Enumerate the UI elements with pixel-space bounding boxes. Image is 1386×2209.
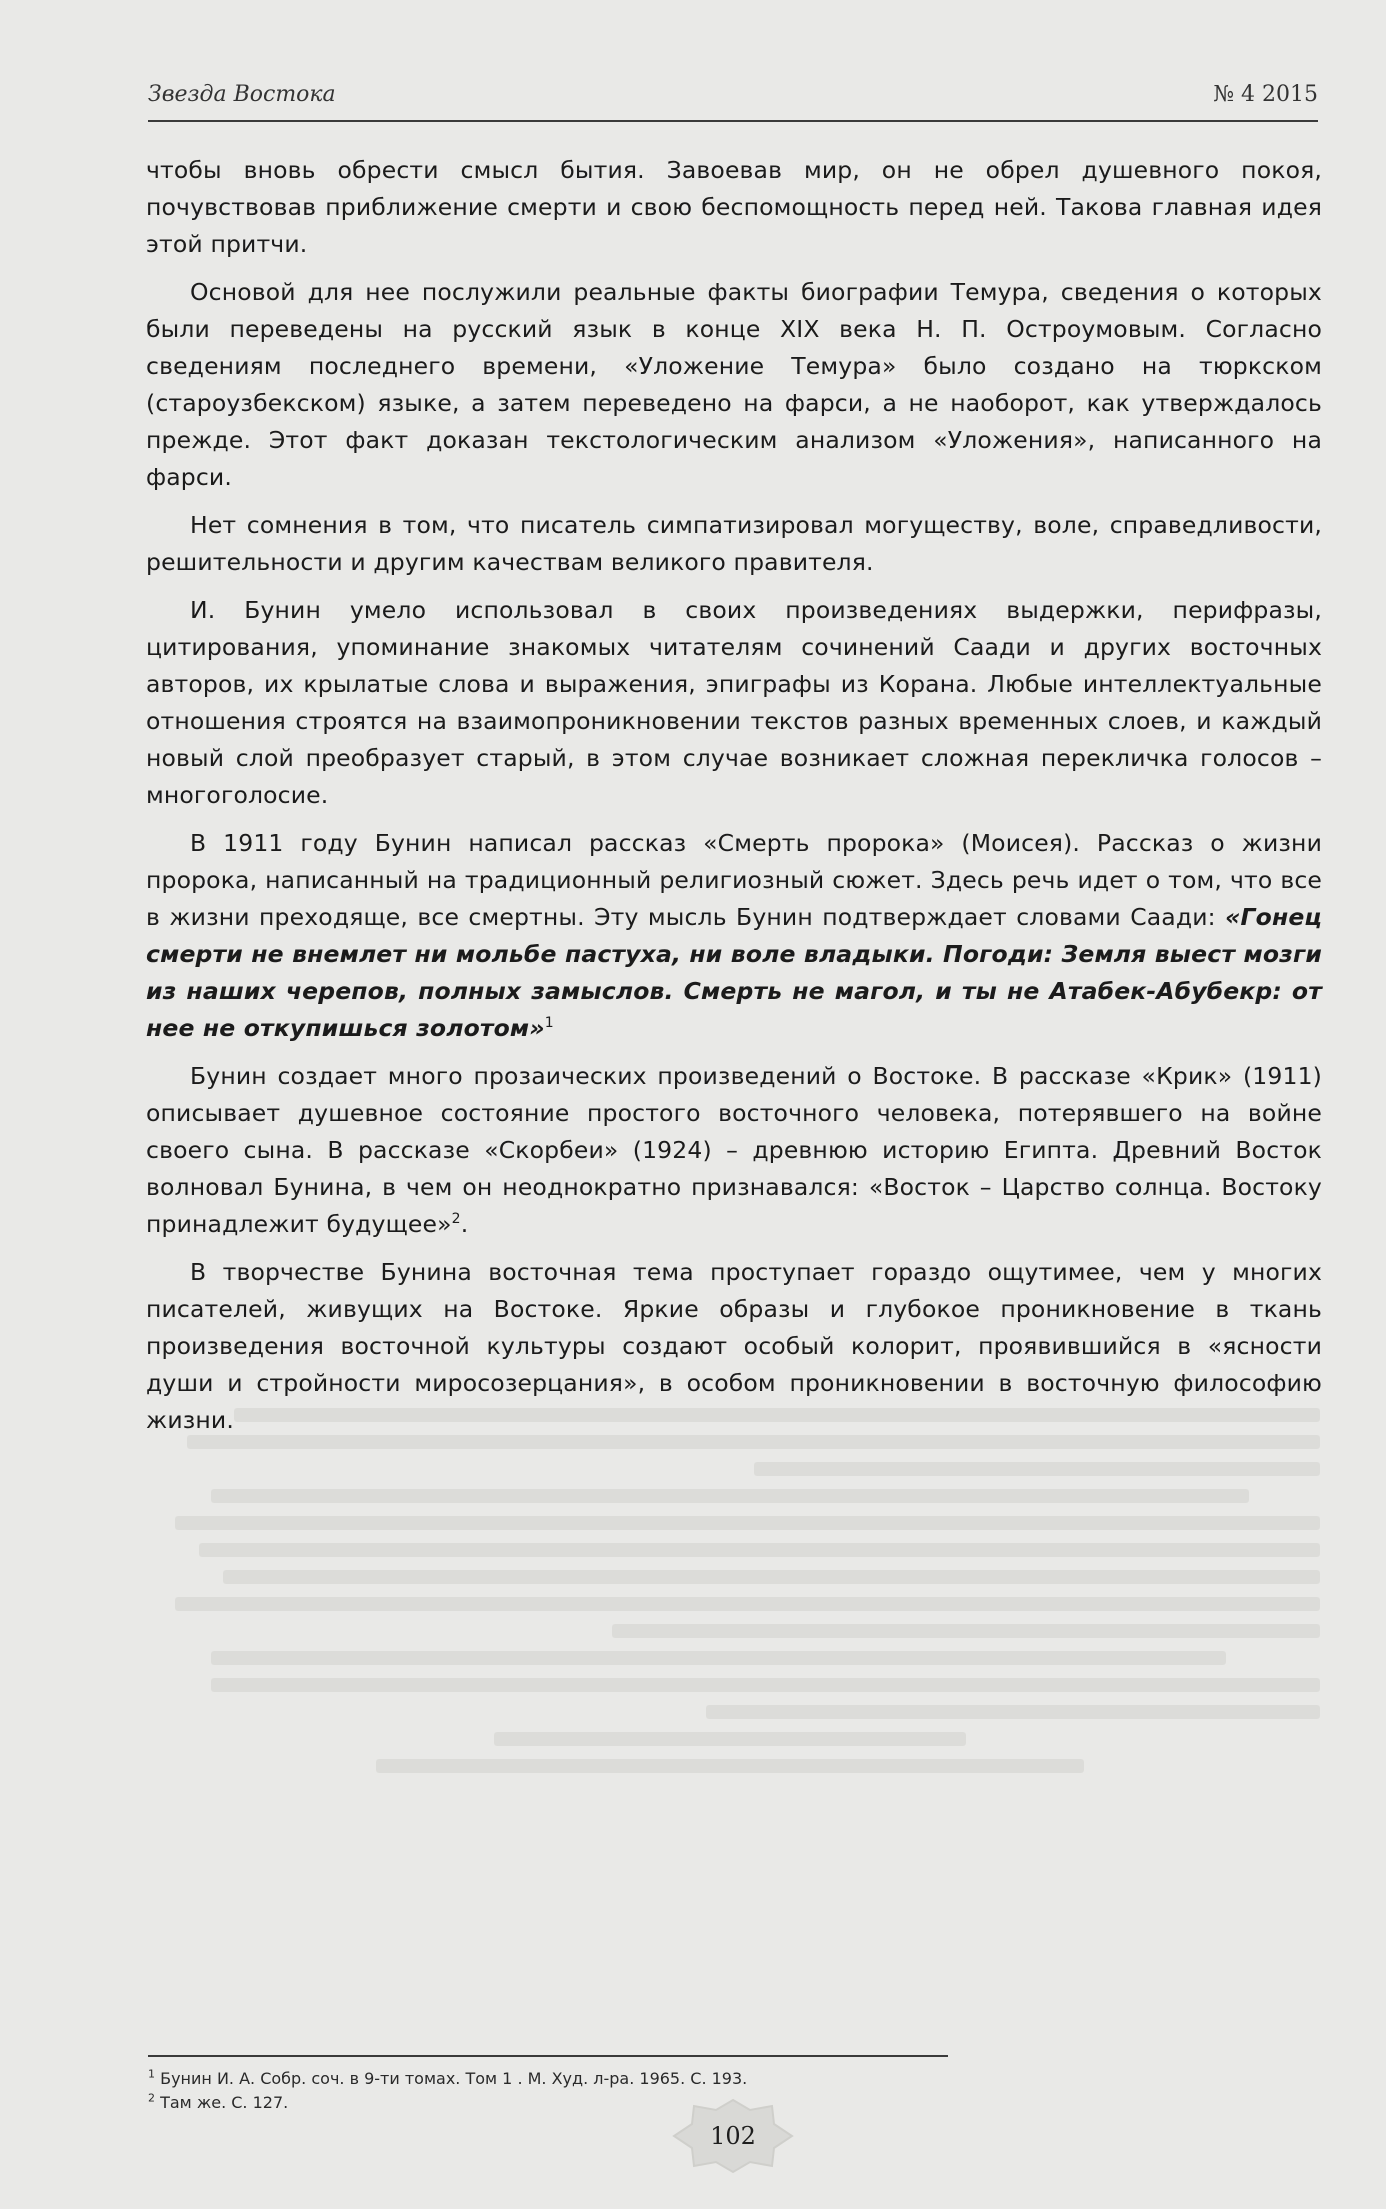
paragraph-text: Бунин создает много прозаических произведений о Востоке. В рассказе «Крик» (1911) описывает душевное состояние простого восточного человека, потерявшего на войне своего сына. В рассказе «Скорбеи» (1924) – древнюю историю Египта. Древний Восток волновал Бунина, в чем он неоднократно признавался: «Восток – Царство солнца. Востоку принадлежит будущее» [146,1062,1322,1238]
footnote-number: 1 [148,2067,155,2081]
paragraph: Основой для нее послужили реальные факты биографии Темура, сведения о которых были переведены на русский язык в конце XIX века Н. П. Остроумовым. Согласно сведениям последнего времени, «Уложение Темура» было создано на тюркском (староузбекском) языке, а затем переведено на фарси, а не наоборот, как утверждалось прежде. Этот факт доказан текстологическим анализом «Уложения», написанного на фарси. [146,278,1322,491]
paragraph-text: В 1911 году Бунин написал рассказ «Смерть пророка» (Моисея). Рассказ о жизни пророка, написанный на традиционный религиозный сюжет. Здесь речь идет о том, что все в жизни преходяще, все смертны. Эту мысль Бунин подтверждает словами Саади: [146,829,1322,931]
paragraph: Нет сомнения в том, что писатель симпатизировал могуществу, воле, справедливости, решительности и другим качествам великого правителя. [146,511,1322,576]
footnote-ref: 1 [544,1015,554,1032]
footnote-text: Там же. С. 127. [155,2093,289,2112]
page-number: 102 [710,2122,756,2150]
paragraph: В творчестве Бунина восточная тема проступает гораздо ощутимее, чем у многих писателей, живущих на Востоке. Яркие образы и глубокое проникновение в ткань произведения восточной культуры создают особый колорит, проявившийся в «ясности души и стройности миросозерцания», в особом проникновении в восточную философию жизни. [146,1258,1322,1434]
footnote-ref: 2 [451,1211,461,1228]
running-head [148,80,1318,122]
paragraph: И. Бунин умело использовал в своих произведениях выдержки, перифразы, цитирования, упоминание знакомых читателям сочинений Саади и других восточных авторов, их крылатые слова и выражения, эпиграфы из Корана. Любые интеллектуальные отношения строятся на взаимопроникновении текстов разных временных слоев, и каждый новый слой преобразует старый, в этом случае возникает сложная перекличка голосов – многоголосие. [146,596,1322,809]
reverse-side-bleed-through [140,1395,1320,1786]
article-body [146,152,1322,1450]
footnote-number: 2 [148,2091,155,2105]
paragraph-east [146,1058,1322,1243]
page-number-badge [668,2096,798,2176]
issue-number: № 4 2015 [1213,82,1318,107]
footnotes [148,2055,948,2115]
footnote [148,2067,948,2091]
saadi-quote: «Гонец смерти не внемлет ни мольбе пастуха, ни воле владыки. Погоди: Земля выест мозги из наших черепов, полных замыслов. Смерть не магол, и ты не Атабек-Абубекр: от нее не откупишься золотом» [146,903,1322,1042]
journal-title: Звезда Востока [148,82,336,107]
footnote [148,2091,948,2115]
paragraph-saadi [146,825,1322,1047]
paragraph-end: . [460,1210,469,1238]
paragraph: чтобы вновь обрести смысл бытия. Завоевав мир, он не обрел душевного покоя, почувствовав приближение смерти и свою беспомощность перед ней. Такова главная идея этой притчи. [146,156,1322,258]
footnote-text: Бунин И. А. Собр. соч. в 9-ти томах. Том 1 . М. Худ. л-ра. 1965. С. 193. [155,2069,748,2088]
